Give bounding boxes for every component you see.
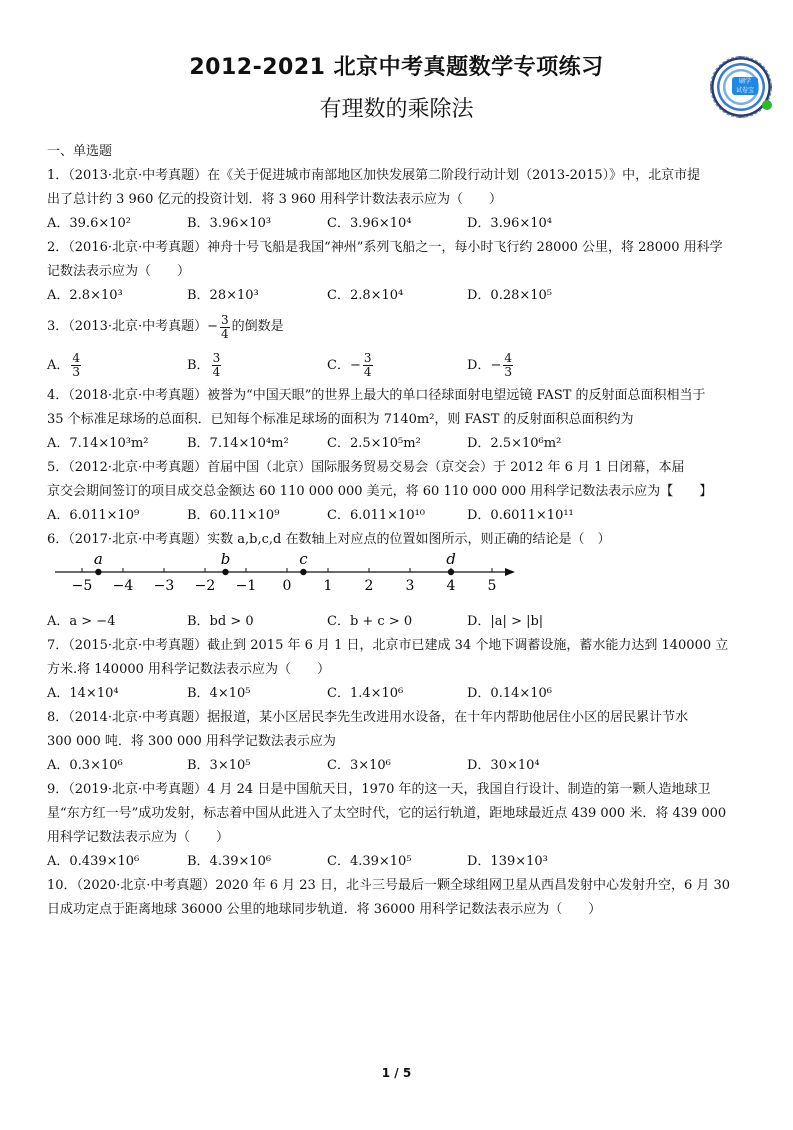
question-text: 6．（2017·北京·中考真题）实数 a,b,c,d 在数轴上对应点的位置如图所示，则正确的结论是（ ） — [47, 532, 611, 547]
option-b[interactable]: B．7.14×10⁴m² — [187, 436, 289, 451]
fraction: $\frac{4}{3}$ — [72, 350, 81, 379]
option-row — [47, 608, 767, 636]
option-c[interactable]: C．4.39×10⁵ — [327, 854, 412, 869]
question-text: 方米.将 140000 用科学记数法表示应为（ ） — [47, 662, 331, 677]
tick-label: −3 — [153, 578, 175, 594]
question-prefix: 3．（2013·北京·中考真题）− — [47, 319, 219, 334]
question-text: 出了总计约 3 960 亿元的投资计划．将 3 960 用科学计数法表示应为（ ） — [47, 192, 502, 207]
point-label-c: c — [299, 550, 308, 568]
option-row — [47, 430, 767, 458]
question-text: 星“东方红一号”成功发射，标志着中国从此进入了太空时代，它的运行轨道，距地球最近点 439 000 米．将 439 000 — [47, 806, 727, 821]
question-4 — [47, 386, 767, 458]
option-b[interactable]: B．bd > 0 — [187, 614, 254, 629]
fraction: $\frac{3}{4}$ — [363, 350, 372, 379]
question-text: 8．（2014·北京·中考真题）据报道，某小区居民李先生改进用水设备，在十年内帮助他居住小区的居民累计节水 — [47, 710, 689, 725]
question-text: 用科学记数法表示应为（ ） — [47, 830, 230, 845]
option-b[interactable]: B． $\frac{3}{4}$ — [187, 350, 221, 379]
option-a[interactable]: A．0.3×10⁶ — [47, 758, 123, 773]
option-a[interactable]: A． $\frac{4}{3}$ — [47, 350, 81, 379]
question-text: 7．（2015·北京·中考真题）截止到 2015 年 6 月 1 日，北京市已建成 34 个地下调蓄设施，蓄水能力达到 140000 立 — [47, 638, 729, 653]
point-c — [300, 569, 306, 575]
question-5 — [47, 458, 767, 530]
section-heading: 一、单选题 — [47, 144, 113, 159]
tick-label: 5 — [487, 578, 497, 594]
axis-arrow — [505, 568, 515, 576]
point-label-b: b — [220, 550, 231, 568]
question-text: 10．（2020·北京·中考真题）2020 年 6 月 23 日，北斗三号最后一颗全球组网卫星从西昌发射中心发射升空，6 月 30 — [47, 878, 731, 893]
option-row — [47, 344, 767, 386]
tick-label: −4 — [112, 578, 134, 594]
option-c[interactable]: C．2.5×10⁵m² — [327, 436, 421, 451]
question-6 — [47, 530, 767, 636]
option-d[interactable]: D．0.28×10⁵ — [467, 288, 553, 303]
tick-label: −5 — [71, 578, 93, 594]
option-row — [47, 680, 767, 708]
option-a[interactable]: A．39.6×10² — [47, 216, 131, 231]
question-text: 日成功定点于距离地球 36000 公里的地球同步轨道．将 36000 用科学记数法表示应为（ ） — [47, 902, 602, 917]
question-text: 35 个标准足球场的总面积．已知每个标准足球场的面积为 7140m²，则 FAST 的反射面积总面积约为 — [47, 412, 634, 427]
point-d — [448, 569, 454, 575]
option-d[interactable]: D．139×10³ — [467, 854, 548, 869]
option-a[interactable]: A．2.8×10³ — [47, 288, 123, 303]
question-1 — [47, 166, 767, 238]
tick-label: −1 — [235, 578, 257, 594]
number-line-figure — [47, 550, 767, 608]
option-a[interactable]: A．0.439×10⁶ — [47, 854, 140, 869]
question-9 — [47, 780, 767, 876]
question-text: 5．（2012·北京·中考真题）首届中国（北京）国际服务贸易交易会（京交会）于 2012 年 6 月 1 日闭幕，本届 — [47, 460, 685, 475]
option-row — [47, 752, 767, 780]
option-b[interactable]: B．4.39×10⁶ — [187, 854, 272, 869]
fraction: $\frac{3}{4}$ — [221, 312, 229, 341]
page-subtitle: 有理数的乘除法 — [319, 97, 474, 122]
option-d[interactable]: D．|a| > |b| — [467, 614, 544, 629]
tick-label: 0 — [282, 578, 292, 594]
tick-label: 4 — [446, 578, 456, 594]
option-a[interactable]: A．6.011×10⁹ — [47, 508, 140, 523]
option-b[interactable]: B．3×10⁵ — [187, 758, 251, 773]
option-d[interactable]: D．30×10⁴ — [467, 758, 540, 773]
option-c[interactable]: C．− $\frac{3}{4}$ — [327, 350, 372, 379]
option-d[interactable]: D．0.14×10⁶ — [467, 686, 553, 701]
question-list — [47, 140, 767, 920]
option-c[interactable]: C．3×10⁶ — [327, 758, 391, 773]
question-text: 300 000 吨．将 300 000 用科学记数法表示应为 — [47, 734, 336, 749]
question-text: 4．（2018·北京·中考真题）被誉为“中国天眼”的世界上最大的单口径球面射电望远镜 FAST 的反射面总面积相当于 — [47, 388, 706, 403]
question-10 — [47, 876, 767, 920]
number-line — [47, 550, 527, 608]
question-text: 2．（2016·北京·中考真题）神舟十号飞船是我国“神州”系列飞船之一，每小时飞行约 28000 公里，将 28000 用科学 — [47, 240, 723, 255]
option-d[interactable]: D．0.6011×10¹¹ — [467, 508, 574, 523]
question-text — [47, 310, 767, 344]
question-2 — [47, 238, 767, 310]
option-a[interactable]: A．a > −4 — [47, 614, 116, 629]
option-a[interactable]: A．7.14×10³m² — [47, 436, 149, 451]
question-suffix: 的倒数是 — [231, 319, 284, 334]
question-text: 京交会期间签订的项目成交总金额达 60 110 000 000 美元，将 60 110 000 000 用科学记数法表示应为【 】 — [47, 484, 713, 499]
tick-label: 2 — [364, 578, 374, 594]
option-c[interactable]: C．1.4×10⁶ — [327, 686, 404, 701]
page-number: 1 / 5 — [381, 1066, 412, 1080]
option-row — [47, 848, 767, 876]
point-label-d: d — [446, 550, 456, 568]
question-7 — [47, 636, 767, 708]
option-b[interactable]: B．4×10⁵ — [187, 686, 251, 701]
option-c[interactable]: C．2.8×10⁴ — [327, 288, 404, 303]
option-c[interactable]: C．b + c > 0 — [327, 614, 413, 629]
question-text: 1．（2013·北京·中考真题）在《关于促进城市南部地区加快发展第二阶段行动计划（2013-2015）》中，北京市提 — [47, 168, 701, 183]
option-b[interactable]: B．3.96×10³ — [187, 216, 272, 231]
option-b[interactable]: B．60.11×10⁹ — [187, 508, 280, 523]
option-b[interactable]: B．28×10³ — [187, 288, 259, 303]
option-d[interactable]: D．3.96×10⁴ — [467, 216, 553, 231]
option-c[interactable]: C．3.96×10⁴ — [327, 216, 412, 231]
tick-label: −2 — [194, 578, 216, 594]
point-label-a: a — [93, 550, 103, 568]
page-title: 2012-2021 北京中考真题数学专项练习 — [189, 55, 604, 80]
qr-badge-logo: 刷学 试卷宝 — [732, 77, 758, 95]
tick-label: 1 — [323, 578, 333, 594]
tick-label: 3 — [405, 578, 415, 594]
option-c[interactable]: C．6.011×10¹⁰ — [327, 508, 426, 523]
option-a[interactable]: A．14×10⁴ — [47, 686, 119, 701]
question-8 — [47, 708, 767, 780]
option-d[interactable]: D．− $\frac{4}{3}$ — [467, 350, 512, 379]
fraction: $\frac{4}{3}$ — [504, 350, 512, 379]
option-row — [47, 502, 767, 530]
option-d[interactable]: D．2.5×10⁶m² — [467, 436, 562, 451]
wechat-dot-icon — [762, 100, 772, 110]
question-text: 记数法表示应为（ ） — [47, 264, 191, 279]
point-a — [95, 569, 101, 575]
option-row — [47, 282, 767, 310]
option-row — [47, 210, 767, 238]
question-text: 9．（2019·北京·中考真题）4 月 24 日是中国航天日，1970 年的这一天，我国自行设计、制造的第一颗人造地球卫 — [47, 782, 711, 797]
point-b — [222, 569, 228, 575]
question-3 — [47, 310, 767, 386]
fraction: $\frac{3}{4}$ — [212, 350, 221, 379]
